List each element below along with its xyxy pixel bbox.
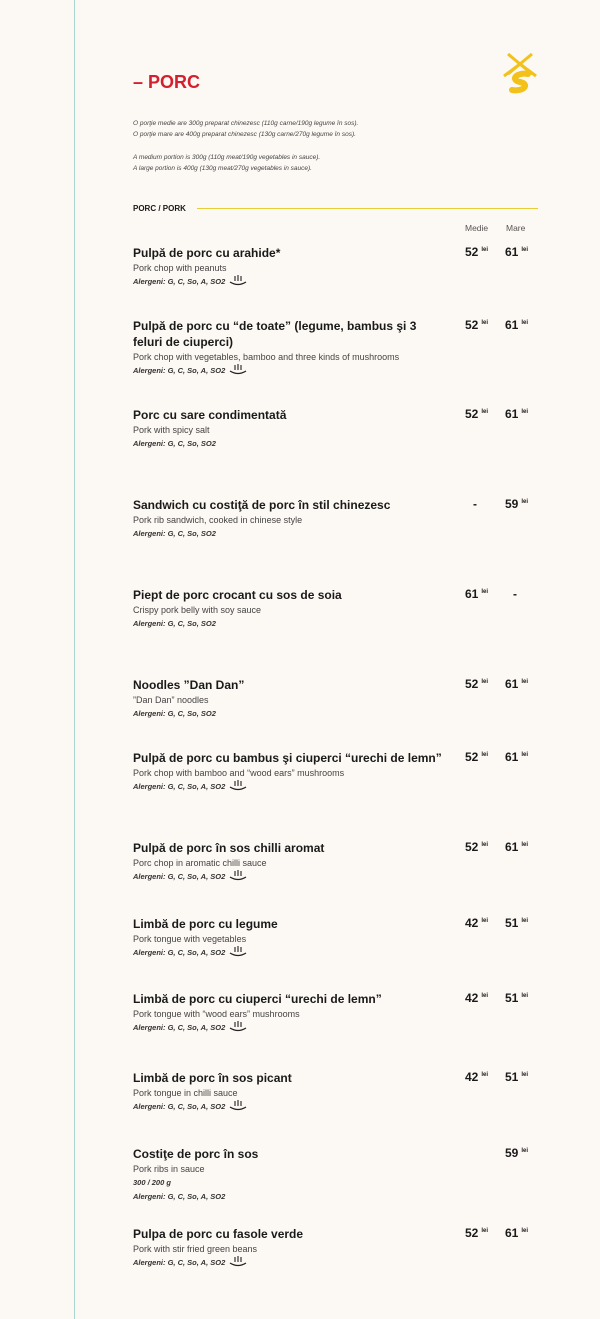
price-large bbox=[505, 1226, 528, 1240]
price-large bbox=[505, 991, 528, 1005]
section-divider bbox=[197, 208, 538, 209]
menu-item bbox=[133, 318, 553, 380]
price-value: 61 bbox=[505, 750, 519, 764]
item-name: Porc cu sare condimentată bbox=[133, 408, 287, 422]
price-value: 42 bbox=[465, 916, 479, 930]
item-description: Porc chop in aromatic chilli sauce bbox=[133, 858, 267, 868]
allergens-text: Alergeni: G, C, So, A, SO2 bbox=[133, 366, 226, 375]
item-allergens bbox=[133, 275, 553, 291]
restaurant-logo bbox=[500, 52, 540, 94]
note-line: A large portion is 400g (130g meat/270g vegetables in sauce). bbox=[133, 165, 312, 172]
item-name: Limbă de porc cu ciuperci “urechi de lemn” bbox=[133, 992, 382, 1006]
price-large bbox=[505, 916, 528, 930]
price-value: 59 bbox=[505, 497, 519, 511]
column-header-large: Mare bbox=[506, 223, 526, 233]
price-medium bbox=[465, 677, 488, 691]
steaming-bowl-icon bbox=[229, 780, 247, 796]
price-large: - bbox=[513, 587, 517, 601]
currency-label: lei bbox=[481, 589, 489, 595]
price-medium bbox=[465, 991, 488, 1005]
steaming-bowl-icon bbox=[229, 946, 247, 962]
steaming-bowl-icon bbox=[229, 1021, 247, 1037]
item-description: Pork chop with peanuts bbox=[133, 263, 227, 273]
currency-label: lei bbox=[521, 320, 529, 326]
item-description: Pork with spicy salt bbox=[133, 425, 210, 435]
price-value: 61 bbox=[505, 407, 519, 421]
currency-label: lei bbox=[481, 679, 489, 685]
item-description: Pork tongue in chilli sauce bbox=[133, 1088, 238, 1098]
item-allergens bbox=[133, 780, 553, 796]
price-medium bbox=[465, 750, 488, 764]
note-line: O porţie medie are 300g preparat chinezesc (110g carne/190g legume în sos). bbox=[133, 120, 359, 127]
column-header-medium: Medie bbox=[465, 223, 489, 233]
price-medium bbox=[465, 916, 488, 930]
price-large bbox=[505, 1146, 528, 1160]
allergens-text: Alergeni: G, C, So, SO2 bbox=[133, 439, 216, 448]
item-allergens bbox=[133, 1190, 553, 1204]
currency-label: lei bbox=[481, 752, 489, 758]
price-large bbox=[505, 677, 528, 691]
allergens-text: Alergeni: G, C, So, SO2 bbox=[133, 529, 216, 538]
steaming-bowl-icon bbox=[229, 1100, 247, 1116]
menu-item bbox=[133, 750, 553, 796]
item-allergens bbox=[133, 364, 553, 380]
currency-label: lei bbox=[521, 679, 529, 685]
price-value: 61 bbox=[465, 587, 479, 601]
currency-label: lei bbox=[521, 1228, 529, 1234]
allergens-text: Alergeni: G, C, So, A, SO2 bbox=[133, 277, 226, 286]
item-description: Pork rib sandwich, cooked in chinese style bbox=[133, 515, 303, 525]
item-allergens bbox=[133, 707, 553, 721]
menu-item bbox=[133, 245, 553, 291]
currency-label: lei bbox=[521, 752, 529, 758]
item-name: Pulpă de porc cu bambus şi ciuperci “urechi de lemn” bbox=[133, 751, 442, 765]
steaming-bowl-icon bbox=[229, 870, 247, 886]
menu-item bbox=[133, 991, 553, 1037]
currency-label: lei bbox=[521, 1148, 529, 1154]
allergens-text: Alergeni: G, C, So, A, SO2 bbox=[133, 948, 226, 957]
price-value: 52 bbox=[465, 677, 479, 691]
item-name: Piept de porc crocant cu sos de soia bbox=[133, 588, 342, 602]
price-medium bbox=[465, 407, 488, 421]
allergens-text: Alergeni: G, C, So, SO2 bbox=[133, 619, 216, 628]
steaming-bowl-icon bbox=[229, 275, 247, 291]
price-medium bbox=[465, 318, 488, 332]
currency-label: lei bbox=[481, 842, 489, 848]
price-value: 61 bbox=[505, 1226, 519, 1240]
currency-label: lei bbox=[481, 918, 489, 924]
price-value: 61 bbox=[505, 245, 519, 259]
price-value: 61 bbox=[505, 677, 519, 691]
price-medium bbox=[465, 245, 488, 259]
allergens-text: Alergeni: G, C, So, A, SO2 bbox=[133, 1192, 226, 1201]
price-medium bbox=[465, 587, 488, 601]
price-large bbox=[505, 245, 528, 259]
item-description: Pork chop with bamboo and “wood ears” mushrooms bbox=[133, 768, 345, 778]
page-margin-line bbox=[74, 0, 75, 1319]
price-large bbox=[505, 1070, 528, 1084]
currency-label: lei bbox=[481, 1228, 489, 1234]
item-description: Pork chop with vegetables, bamboo and three kinds of mushrooms bbox=[133, 352, 400, 362]
menu-item bbox=[133, 840, 553, 886]
currency-label: lei bbox=[521, 1072, 529, 1078]
portion-note-ro bbox=[133, 118, 358, 140]
price-value: 61 bbox=[505, 840, 519, 854]
item-allergens bbox=[133, 1256, 553, 1272]
item-name: Pulpă de porc cu “de toate” (legume, bambus şi 3 feluri de ciuperci) bbox=[133, 319, 417, 349]
item-description: Pork tongue with vegetables bbox=[133, 934, 247, 944]
note-line: A medium portion is 300g (110g meat/190g vegetables in sauce). bbox=[133, 154, 321, 161]
price-value: 42 bbox=[465, 1070, 479, 1084]
price-large bbox=[505, 407, 528, 421]
menu-item bbox=[133, 677, 553, 721]
item-allergens bbox=[133, 527, 553, 541]
item-name: Pulpă de porc în sos chilli aromat bbox=[133, 841, 325, 855]
item-description: Crispy pork belly with soy sauce bbox=[133, 605, 262, 615]
page-title: – PORC bbox=[133, 72, 201, 92]
menu-item bbox=[133, 587, 553, 631]
currency-label: lei bbox=[521, 993, 529, 999]
menu-item bbox=[133, 407, 553, 451]
allergens-text: Alergeni: G, C, So, A, SO2 bbox=[133, 872, 226, 881]
currency-label: lei bbox=[521, 499, 529, 505]
portion-note-en bbox=[133, 152, 320, 174]
currency-label: lei bbox=[521, 918, 529, 924]
item-name: Pulpa de porc cu fasole verde bbox=[133, 1227, 304, 1241]
price-value: 51 bbox=[505, 1070, 519, 1084]
price-large bbox=[505, 840, 528, 854]
price-medium bbox=[465, 1226, 488, 1240]
menu-item bbox=[133, 1146, 553, 1204]
item-description: ”Dan Dan” noodles bbox=[133, 695, 209, 705]
price-medium bbox=[465, 840, 488, 854]
item-name: Pulpă de porc cu arahide* bbox=[133, 246, 281, 260]
item-allergens bbox=[133, 437, 553, 451]
price-large bbox=[505, 318, 528, 332]
item-name: Limbă de porc cu legume bbox=[133, 917, 278, 931]
menu-item bbox=[133, 916, 553, 962]
price-large bbox=[505, 497, 528, 511]
currency-label: lei bbox=[481, 320, 489, 326]
price-value: 52 bbox=[465, 318, 479, 332]
item-weight: 300 / 200 g bbox=[133, 1178, 171, 1187]
note-line: O porţie mare are 400g preparat chinezesc (130g carne/270g legume în sos). bbox=[133, 131, 356, 138]
price-value: 59 bbox=[505, 1146, 519, 1160]
price-value: 52 bbox=[465, 245, 479, 259]
item-name: Limbă de porc în sos picant bbox=[133, 1071, 292, 1085]
price-value: 52 bbox=[465, 407, 479, 421]
item-allergens bbox=[133, 946, 553, 962]
menu-item bbox=[133, 497, 553, 541]
currency-label: lei bbox=[481, 409, 489, 415]
allergens-text: Alergeni: G, C, So, A, SO2 bbox=[133, 1023, 226, 1032]
currency-label: lei bbox=[521, 247, 529, 253]
currency-label: lei bbox=[481, 993, 489, 999]
price-value: 51 bbox=[505, 991, 519, 1005]
item-name: Noodles ”Dan Dan” bbox=[133, 678, 245, 692]
currency-label: lei bbox=[481, 1072, 489, 1078]
currency-label: lei bbox=[481, 247, 489, 253]
item-allergens bbox=[133, 1021, 553, 1037]
menu-item bbox=[133, 1226, 553, 1272]
item-allergens bbox=[133, 1100, 553, 1116]
price-value: 51 bbox=[505, 916, 519, 930]
price-value: 52 bbox=[465, 840, 479, 854]
currency-label: lei bbox=[521, 409, 529, 415]
allergens-text: Alergeni: G, C, So, SO2 bbox=[133, 709, 216, 718]
price-value: 52 bbox=[465, 1226, 479, 1240]
item-description: Pork ribs in sauce bbox=[133, 1164, 205, 1174]
item-description: Pork with stir fried green beans bbox=[133, 1244, 258, 1254]
price-value: 61 bbox=[505, 318, 519, 332]
item-name: Costiţe de porc în sos bbox=[133, 1147, 259, 1161]
price-medium bbox=[465, 1070, 488, 1084]
item-allergens bbox=[133, 617, 553, 631]
currency-label: lei bbox=[521, 842, 529, 848]
allergens-text: Alergeni: G, C, So, A, SO2 bbox=[133, 782, 226, 791]
menu-item bbox=[133, 1070, 553, 1116]
price-value: 52 bbox=[465, 750, 479, 764]
item-description: Pork tongue with “wood ears” mushrooms bbox=[133, 1009, 300, 1019]
section-heading: PORC / PORK bbox=[133, 204, 186, 213]
item-name: Sandwich cu costiţă de porc în stil chinezesc bbox=[133, 498, 391, 512]
price-large bbox=[505, 750, 528, 764]
price-value: 42 bbox=[465, 991, 479, 1005]
allergens-text: Alergeni: G, C, So, A, SO2 bbox=[133, 1102, 226, 1111]
item-allergens bbox=[133, 870, 553, 886]
steaming-bowl-icon bbox=[229, 364, 247, 380]
price-medium: - bbox=[473, 497, 477, 511]
steaming-bowl-icon bbox=[229, 1256, 247, 1272]
allergens-text: Alergeni: G, C, So, A, SO2 bbox=[133, 1258, 226, 1267]
